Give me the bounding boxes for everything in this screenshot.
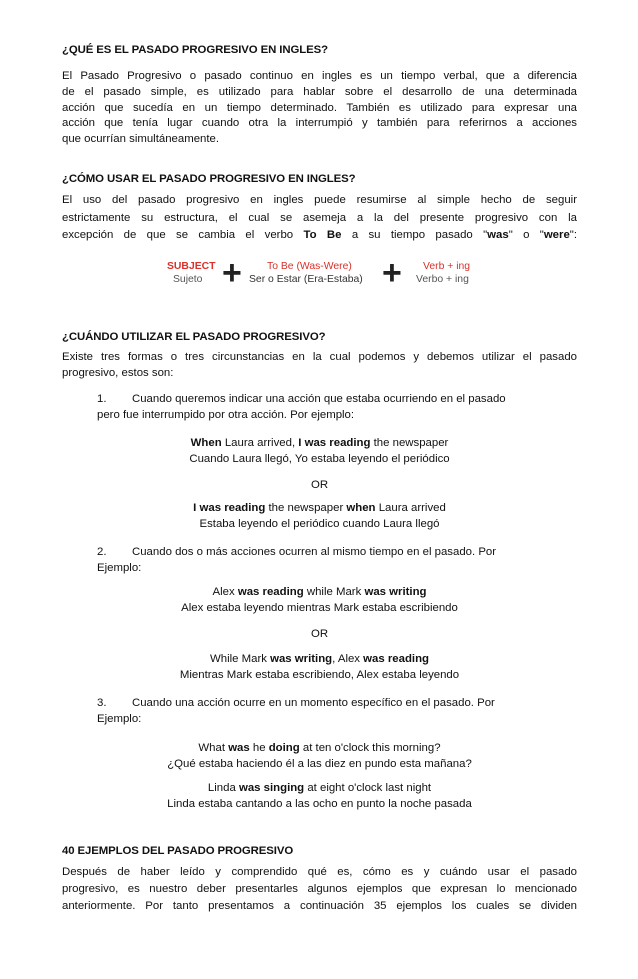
list-item-1 bbox=[97, 391, 567, 423]
example-1 bbox=[62, 435, 577, 467]
example-spanish: Alex estaba leyendo mientras Mark estaba escribiendo bbox=[181, 602, 458, 614]
list-item-line bbox=[97, 695, 567, 711]
bold-run: was reading bbox=[237, 586, 304, 598]
formula-verb-es: Verbo + ing bbox=[416, 274, 469, 285]
bold-run: I was reading bbox=[193, 502, 266, 514]
example-4 bbox=[62, 651, 577, 683]
list-number: 2. bbox=[97, 546, 107, 558]
example-6 bbox=[62, 780, 577, 812]
bold-run: When bbox=[190, 437, 222, 449]
text-run: ": bbox=[569, 229, 577, 241]
bold-run: was reading bbox=[363, 653, 430, 665]
paragraph-line: Después de haber leído y comprendido qué es, cómo es y cuándo usar el pasado bbox=[62, 866, 577, 878]
formula-verb-en: Verb + ing bbox=[423, 261, 471, 272]
example-english bbox=[62, 651, 577, 667]
section-title-cuando-utilizar: ¿CUÁNDO UTILIZAR EL PASADO PROGRESIVO? bbox=[62, 331, 326, 343]
bold-was: was bbox=[487, 229, 509, 241]
formula-subject-en: SUBJECT bbox=[167, 261, 216, 272]
example-spanish: Linda estaba cantando a las ocho en punto la noche pasada bbox=[167, 798, 472, 810]
paragraph-line: progresivo, es nuestro deber presentarles algunos ejemplos que expresan lo mencionado bbox=[62, 883, 577, 895]
paragraph-line: que ocurrían simultáneamente. bbox=[62, 133, 220, 146]
text-run: a su tiempo pasado " bbox=[341, 229, 488, 241]
example-5 bbox=[62, 740, 577, 772]
paragraph-line: acción que sucedía en un tiempo determinado. También es utilizado para expresar una bbox=[62, 101, 577, 114]
paragraph-line: progresivo, estos son: bbox=[62, 366, 174, 379]
formula-tobe-en: To Be (Was-Were) bbox=[267, 261, 352, 272]
bold-run: was singing bbox=[238, 782, 305, 794]
list-item-line: Ejemplo: bbox=[97, 713, 142, 725]
list-item-line: Ejemplo: bbox=[97, 562, 142, 574]
text-run: at eight o'clock last night bbox=[304, 782, 432, 794]
bold-were: were bbox=[543, 229, 570, 241]
list-number: 1. bbox=[97, 393, 107, 405]
example-3 bbox=[62, 584, 577, 616]
text-run: at ten o'clock this morning? bbox=[299, 742, 441, 754]
text-run: while Mark bbox=[303, 586, 365, 598]
example-english bbox=[62, 740, 577, 756]
bold-run: when bbox=[346, 502, 376, 514]
text-run: , Alex bbox=[332, 653, 364, 665]
plus-icon: + bbox=[382, 254, 402, 292]
structure-formula bbox=[163, 256, 483, 292]
list-text: Cuando dos o más acciones ocurren al mismo tiempo en el pasado. Por bbox=[132, 546, 497, 558]
paragraph-line: El Pasado Progresivo o pasado continuo en ingles es un tiempo verbal, que a diferencia bbox=[62, 70, 577, 82]
example-english bbox=[62, 584, 577, 600]
bold-run: was writing bbox=[270, 653, 333, 665]
text-run: Laura arrived, bbox=[221, 437, 299, 449]
example-spanish: Cuando Laura llegó, Yo estaba leyendo el periódico bbox=[189, 453, 450, 465]
bold-run: was writing bbox=[364, 586, 427, 598]
paragraph-line: Existe tres formas o tres circunstancias en la cual podemos y debemos utilizar el pasado bbox=[62, 351, 577, 363]
bold-run: was bbox=[228, 742, 250, 754]
or-separator: OR bbox=[310, 479, 329, 491]
example-english bbox=[62, 780, 577, 796]
list-number: 3. bbox=[97, 697, 107, 709]
list-text: Cuando queremos indicar una acción que estaba ocurriendo en el pasado bbox=[132, 393, 506, 405]
paragraph-line: de el pasado simple, es utilizado para hablar sobre el desarrollo de una determinada bbox=[62, 85, 577, 98]
paragraph-line: acción que tenía lugar cuando otra la interrumpió y también para referirnos a acciones bbox=[62, 117, 577, 130]
text-run: excepción de que se cambia el verbo bbox=[62, 229, 304, 241]
text-run: the newspaper bbox=[370, 437, 449, 449]
plus-icon: + bbox=[222, 254, 242, 292]
bold-to-be: To Be bbox=[303, 229, 342, 241]
list-item-line bbox=[97, 544, 567, 560]
text-run: Linda bbox=[207, 782, 239, 794]
text-run: the newspaper bbox=[265, 502, 347, 514]
paragraph-line: El uso del pasado progresivo en ingles puede resumirse al simple hecho de seguir bbox=[62, 194, 577, 206]
section-title-como-usar: ¿CÓMO USAR EL PASADO PROGRESIVO EN INGLES? bbox=[62, 173, 356, 185]
section-title-que-es: ¿QUÉ ES EL PASADO PROGRESIVO EN INGLES? bbox=[62, 44, 328, 56]
example-2 bbox=[62, 500, 577, 532]
example-spanish: Mientras Mark estaba escribiendo, Alex estaba leyendo bbox=[179, 669, 460, 681]
text-run: " o " bbox=[508, 229, 544, 241]
example-english bbox=[62, 500, 577, 516]
formula-tobe-es: Ser o Estar (Era-Estaba) bbox=[249, 274, 363, 285]
example-english bbox=[62, 435, 577, 451]
paragraph-definition bbox=[62, 69, 577, 148]
list-item-3 bbox=[97, 695, 567, 727]
or-separator: OR bbox=[310, 628, 329, 640]
text-run: Alex bbox=[212, 586, 238, 598]
section-title-40-ejemplos: 40 EJEMPLOS DEL PASADO PROGRESIVO bbox=[62, 845, 294, 857]
bold-run: I was reading bbox=[298, 437, 371, 449]
text-run: he bbox=[249, 742, 269, 754]
paragraph-usage bbox=[62, 192, 577, 245]
paragraph-line: estrictamente su estructura, el cual se asemeja a la del presente progresivo con la bbox=[62, 211, 577, 224]
formula-subject-es: Sujeto bbox=[173, 274, 203, 285]
text-run: While Mark bbox=[209, 653, 271, 665]
list-item-line: pero fue interrumpido por otra acción. Por ejemplo: bbox=[97, 409, 355, 421]
text-run: What bbox=[198, 742, 229, 754]
paragraph-examples-intro bbox=[62, 864, 577, 915]
text-run: Laura arrived bbox=[375, 502, 446, 514]
example-spanish: ¿Qué estaba haciendo él a las diez en pundo esta mañana? bbox=[167, 758, 472, 770]
example-spanish: Estaba leyendo el periódico cuando Laura llegó bbox=[199, 518, 440, 530]
bold-run: doing bbox=[268, 742, 300, 754]
list-text: Cuando una acción ocurre en un momento específico en el pasado. Por bbox=[132, 697, 495, 709]
paragraph-line: anteriormente. Por tanto presentamos a continuación 35 ejemplos los cuales se dividen bbox=[62, 900, 577, 912]
list-item-line bbox=[97, 391, 567, 407]
list-item-2 bbox=[97, 544, 567, 576]
paragraph-line bbox=[62, 227, 577, 245]
paragraph-intro bbox=[62, 350, 577, 382]
